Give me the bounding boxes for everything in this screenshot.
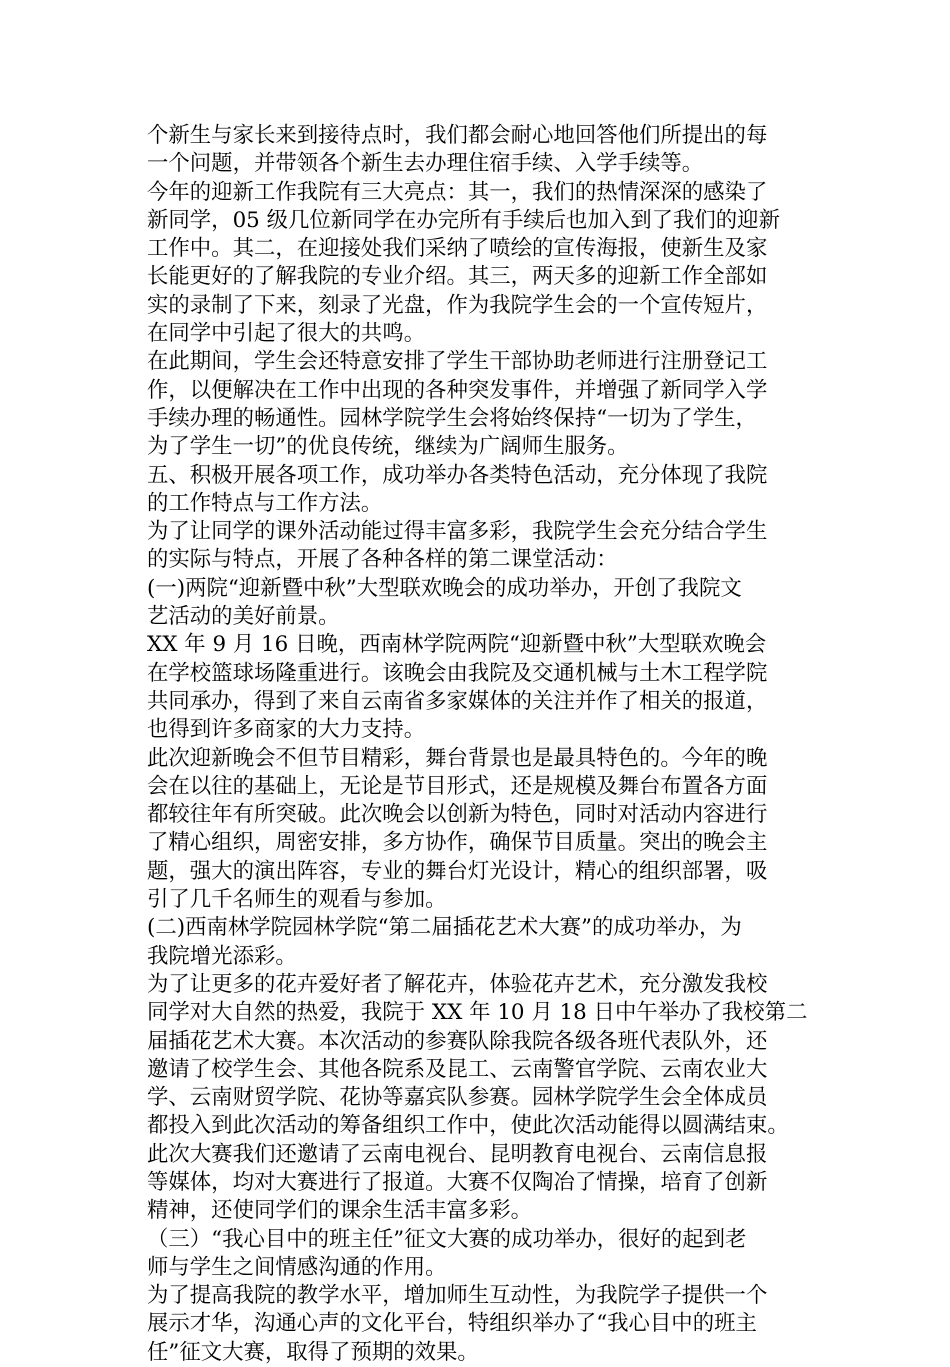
text-line: 等媒体，均对大赛进行了报道。大赛不仅陶冶了情操，培育了创新 (147, 1169, 768, 1195)
text-line: 为了让更多的花卉爱好者了解花卉，体验花卉艺术，充分激发我校 (147, 971, 768, 997)
text-line: 为了学生一切”的优良传统，继续为广阔师生服务。 (147, 434, 629, 460)
text-line: 为了提高我院的教学水平，增加师生互动性，为我院学子提供一个 (147, 1283, 768, 1309)
text-line: 都投入到此次活动的筹备组织工作中，使此次活动能得以圆满结束。 (147, 1113, 789, 1139)
text-line: 今年的迎新工作我院有三大亮点：其一，我们的热情深深的感染了 (147, 179, 768, 205)
text-line: 在学校篮球场隆重进行。该晚会由我院及交通机械与土木工程学院 (147, 660, 768, 686)
text-line: 展示才华，沟通心声的文化平台，特组织举办了“我心目中的班主 (147, 1311, 757, 1337)
text-line: 工作中。其二，在迎接处我们采纳了喷绘的宣传海报，使新生及家 (147, 236, 768, 262)
subsection-heading-line: 艺活动的美好前景。 (147, 604, 340, 630)
text-line: 引了几千名师生的观看与参加。 (147, 887, 447, 913)
text-line: 在此期间，学生会还特意安排了学生干部协助老师进行注册登记工 (147, 349, 768, 375)
subsection-heading-line: （三）“我心目中的班主任”征文大赛的成功举办，很好的起到老 (147, 1226, 747, 1252)
section-heading-line: 的工作特点与工作方法。 (147, 490, 383, 516)
text-line: 届插花艺术大赛。本次活动的参赛队除我院各级各班代表队外，还 (147, 1028, 768, 1054)
text-line: 一个问题，并带领各个新生去办理住宿手续、入学手续等。 (147, 151, 704, 177)
section-heading-line: 五、积极开展各项工作，成功举办各类特色活动，充分体现了我院 (147, 462, 768, 488)
text-line: 共同承办，得到了来自云南省多家媒体的关注并作了相关的报道， (147, 688, 768, 714)
text-line: 作，以便解决在工作中出现的各种突发事件，并增强了新同学入学 (147, 377, 768, 403)
text-line: 个新生与家长来到接待点时，我们都会耐心地回答他们所提出的每 (147, 123, 768, 148)
text-line: 新同学，05 级几位新同学在办完所有手续后也加入到了我们的迎新 (147, 207, 780, 233)
text-line: XX 年 9 月 16 日晚，西南林学院两院“迎新暨中秋”大型联欢晚会 (147, 632, 767, 658)
text-line: 任”征文大赛，取得了预期的效果。 (147, 1339, 479, 1365)
text-line: 同学对大自然的热爱，我院于 XX 年 10 月 18 日中午举办了我校第二 (147, 1000, 808, 1026)
text-line: 题，强大的演出阵容，专业的舞台灯光设计，精心的组织部署，吸 (147, 858, 768, 884)
text-line: 的实际与特点，开展了各种各样的第二课堂活动： (147, 547, 618, 573)
text-line: 学、云南财贸学院、花协等嘉宾队参赛。园林学院学生会全体成员 (147, 1085, 768, 1111)
text-line: 为了让同学的课外活动能过得丰富多彩，我院学生会充分结合学生 (147, 519, 768, 545)
subsection-heading-line: 师与学生之间情感沟通的作用。 (147, 1254, 447, 1280)
text-line: 都较往年有所突破。此次晚会以创新为特色，同时对活动内容进行 (147, 802, 768, 828)
text-line: 此次大赛我们还邀请了云南电视台、昆明教育电视台、云南信息报 (147, 1141, 768, 1167)
text-line: 精神，还使同学们的课余生活丰富多彩。 (147, 1198, 533, 1224)
text-line: 此次迎新晚会不但节目精彩，舞台背景也是最具特色的。今年的晚 (147, 745, 768, 771)
text-line: 会在以往的基础上，无论是节目形式，还是规模及舞台布置各方面 (147, 773, 768, 799)
subsection-heading-line: (二)西南林学院园林学院“第二届插花艺术大赛”的成功举办，为 (147, 915, 742, 941)
subsection-heading-line: 我院增光添彩。 (147, 943, 297, 969)
text-line: 长能更好的了解我院的专业介绍。其三，两天多的迎新工作全部如 (147, 264, 768, 290)
text-line: 了精心组织，周密安排，多方协作，确保节目质量。突出的晚会主 (147, 830, 768, 856)
subsection-heading-line: (一)两院“迎新暨中秋”大型联欢晚会的成功举办，开创了我院文 (147, 575, 742, 601)
text-line: 也得到许多商家的大力支持。 (147, 717, 426, 743)
text-line: 邀请了校学生会、其他各院系及昆工、云南警官学院、云南农业大 (147, 1056, 768, 1082)
text-line: 在同学中引起了很大的共鸣。 (147, 321, 426, 347)
document-body (147, 122, 807, 1367)
text-line: 手续办理的畅通性。园林学院学生会将始终保持“一切为了学生， (147, 405, 757, 431)
text-line: 实的录制了下来，刻录了光盘，作为我院学生会的一个宣传短片， (147, 292, 768, 318)
